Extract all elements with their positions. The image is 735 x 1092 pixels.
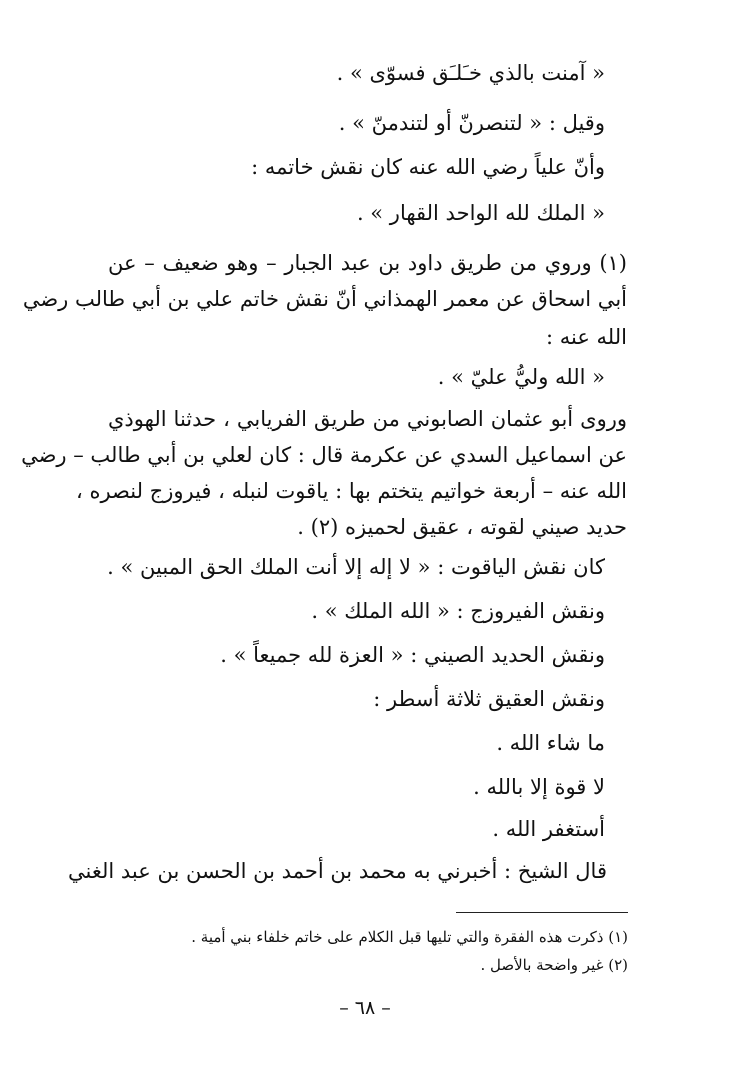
text-line: ما شاء الله . [496,731,605,755]
page-number: – ٦٨ – [339,997,391,1019]
text-line: أستغفر الله . [492,817,605,841]
text-line: ونقش الفيروزج : « الله الملك » . [311,599,605,623]
text-line: الله عنه – أربعة خواتيم يتختم بها : ياقوت لنبله ، فيروزج لنصره ، [75,479,627,503]
text-line: كان نقش الياقوت : « لا إله إلا أنت الملك الحق المبين » . [107,555,605,579]
text-line: قال الشيخ : أخبرني به محمد بن أحمد بن الحسن بن عبد الغني [68,859,607,883]
text-line: الله عنه : [546,325,627,349]
text-line: حديد صيني لقوته ، عقيق لحميزه (٢) . [297,515,627,539]
footnote: (٢) غير واضحة بالأصل . [480,956,628,974]
text-line: ونقش العقيق ثلاثة أسطر : [373,687,605,711]
footnote: (١) ذكرت هذه الفقرة والتي تليها قبل الكلام على خاتم خلفاء بني أمية . [191,928,628,946]
text-line: وأنّ علياً رضي الله عنه كان نقش خاتمه : [251,155,605,179]
footnote-separator [456,912,628,913]
text-line: ونقش الحديد الصيني : « العزة لله جميعاً » . [220,643,605,667]
text-line: عن اسماعيل السدي عن عكرمة قال : كان لعلي بن أبي طالب – رضي [21,443,627,467]
text-line: « آمنت بالذي خـَلـَق فسوّى » . [336,61,605,85]
text-line: « الملك لله الواحد القهار » . [356,201,605,225]
text-line: لا قوة إلا بالله . [473,775,605,799]
text-line: وروى أبو عثمان الصابوني من طريق الفريابي ، حدثنا الهوذي [108,407,627,431]
text-line: وقيل : « لتنصرنّ أو لتندمنّ » . [338,111,605,135]
text-line: (١) وروي من طريق داود بن عبد الجبار – وهو ضعيف – عن [108,251,627,275]
text-line: « الله وليُّ عليّ » . [437,365,605,389]
text-line: أبي اسحاق عن معمر الهمذاني أنّ نقش خاتم علي بن أبي طالب رضي [22,287,627,311]
